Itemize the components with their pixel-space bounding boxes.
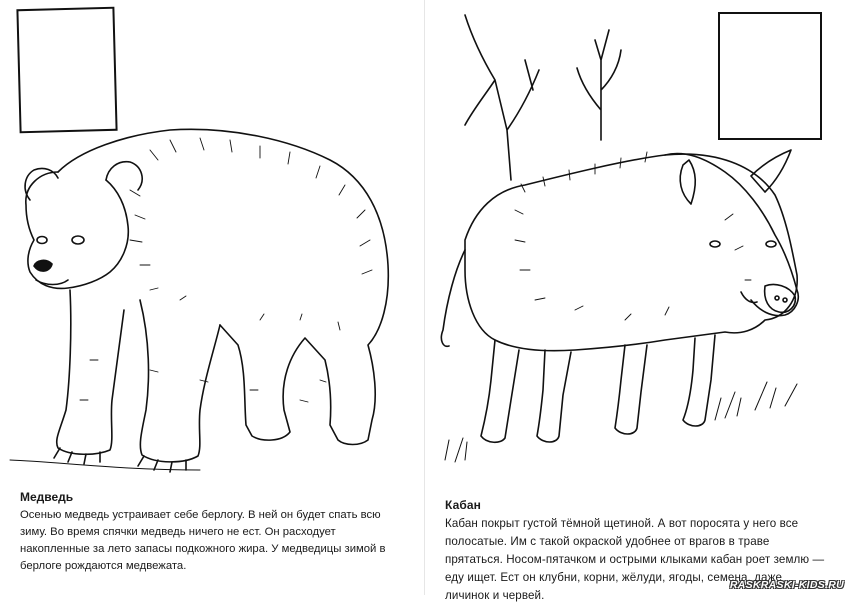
bear-nose: [34, 260, 52, 271]
bear-ear-left: [25, 168, 58, 200]
boar-nostril-left: [775, 296, 779, 300]
boar-nostril-right: [783, 298, 787, 302]
bear-caption: [20, 489, 390, 575]
grass-tufts: [445, 382, 797, 462]
bear-front-leg-left: [57, 290, 124, 454]
left-page: [0, 0, 425, 595]
boar-tail: [441, 250, 465, 346]
boar-snout: [765, 284, 796, 312]
bear-eye-right: [72, 236, 84, 244]
boar-leg-1: [481, 340, 519, 442]
boar-tusk: [741, 292, 757, 303]
tree-left: [465, 15, 539, 180]
bear-fur-strokes: [80, 138, 372, 402]
boar-leg-2: [537, 350, 571, 442]
tree-right: [577, 30, 621, 140]
right-page: [425, 0, 850, 602]
boar-description: Кабан покрыт густой тёмной щетиной. А вот поросята у него все полосатые. Им с такой окраской удобнее от врагов в траве прятаться. Носом-пятачком и острыми клыками кабан роет землю — еду ищет. Ест он клубни, корни, жёлуди, ягоды, семена, даже личинок и червей.: [445, 517, 825, 602]
boar-ear-right: [751, 150, 791, 192]
bear-title: Медведь: [20, 490, 74, 504]
boar-head: [665, 154, 798, 316]
bear-description: Осенью медведь устраивает себе берлогу. В ней он будет спать всю зиму. Во время спячки медведь ничего не ест. Он расходует накопленные за лето запасы подкожного жира. У медведицы зимой в берлоге рождаются медвежата.: [20, 509, 386, 572]
boar-eye-left: [710, 241, 720, 247]
boar-leg-4: [683, 335, 715, 426]
boar-title: Кабан: [445, 498, 481, 512]
site-watermark: RASKRASKI-KIDS.RU: [729, 579, 844, 591]
bear-eye-left: [37, 237, 47, 244]
boar-bristles: [515, 152, 751, 320]
bear-front-leg-right: [140, 300, 220, 462]
boar-ear-left: [680, 160, 695, 204]
boar-body-outline: [465, 154, 797, 351]
boar-eye-right: [766, 241, 776, 247]
boar-leg-3: [615, 345, 647, 434]
